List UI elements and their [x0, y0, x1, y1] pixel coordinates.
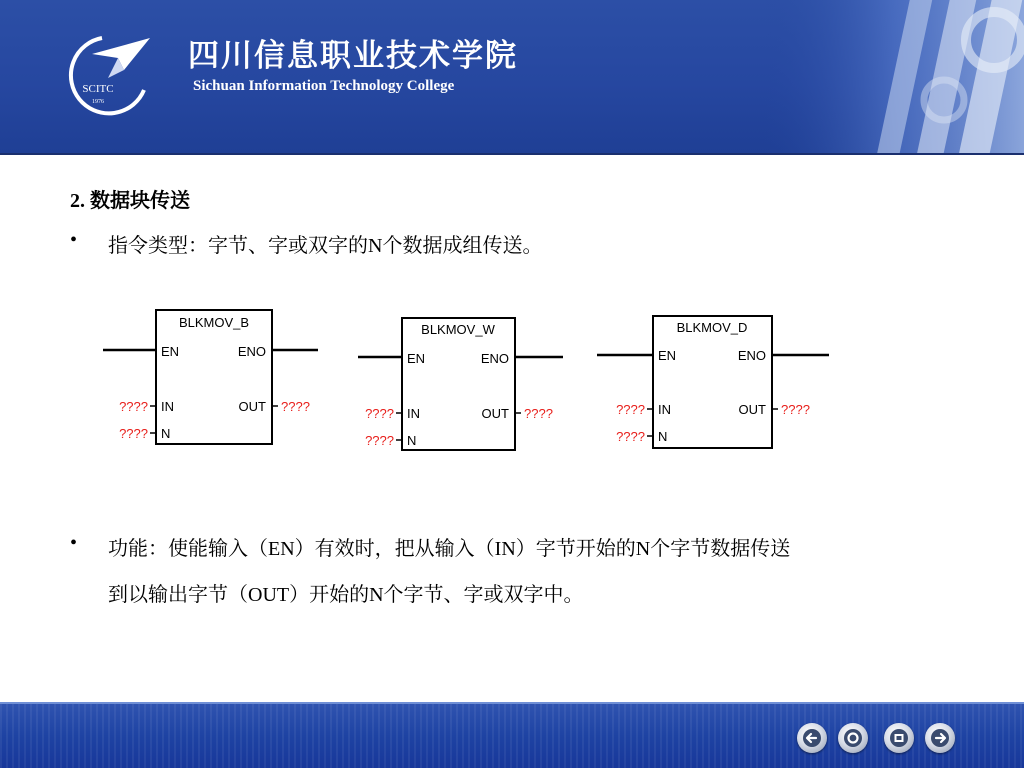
block-box — [402, 318, 515, 450]
out-operand: ???? — [524, 406, 553, 421]
arrow-left-icon — [797, 723, 827, 753]
out-label: OUT — [481, 406, 509, 421]
eno-label: ENO — [237, 344, 266, 359]
ladder-block-blkmov-d — [597, 316, 829, 448]
next-slide-button[interactable] — [925, 723, 955, 753]
college-name-en: Sichuan Information Technology College — [193, 78, 455, 94]
in-label: IN — [407, 406, 420, 421]
eno-label: ENO — [480, 351, 509, 366]
college-name-cn: 四川信息职业技术学院 — [188, 38, 518, 74]
en-label: EN — [161, 344, 180, 359]
in-operand: ???? — [365, 406, 394, 421]
bullet-text: 指令类型：字节、字或双字的N个数据成组传送。 — [108, 235, 543, 257]
out-label: OUT — [738, 402, 766, 417]
bullet-text: 功能：使能输入（EN）有效时，把从输入（IN）字节开始的N个字节数据传送 — [108, 538, 791, 560]
home-icon — [838, 723, 868, 753]
previous-slide-button[interactable] — [797, 723, 827, 753]
arrow-right-icon — [925, 723, 955, 753]
bullet-dot: • — [70, 229, 78, 251]
n-operand: ???? — [119, 426, 148, 441]
header-banner — [0, 0, 1024, 153]
ladder-blocks-diagram — [0, 290, 1024, 470]
out-operand: ???? — [281, 399, 310, 414]
n-label: N — [658, 429, 668, 444]
en-label: EN — [658, 348, 677, 363]
in-label: IN — [161, 399, 174, 414]
logo-text: SCITC — [82, 83, 114, 95]
eno-label: ENO — [737, 348, 766, 363]
out-operand: ???? — [781, 402, 810, 417]
n-operand: ???? — [616, 429, 645, 444]
stop-button[interactable] — [884, 723, 914, 753]
section-title: 2. 数据块传送 — [70, 190, 190, 212]
block-box — [156, 310, 272, 444]
out-label: OUT — [238, 399, 266, 414]
block-name: BLKMOV_B — [178, 315, 250, 330]
en-label: EN — [407, 351, 426, 366]
block-name: BLKMOV_D — [676, 320, 748, 335]
ladder-block-blkmov-w — [358, 318, 563, 450]
block-box — [653, 316, 772, 448]
header-divider — [0, 153, 1024, 155]
n-label: N — [161, 426, 171, 441]
calendar-decoration — [764, 0, 1024, 153]
bullet-dot: • — [70, 532, 78, 554]
in-operand: ???? — [616, 402, 645, 417]
home-button[interactable] — [838, 723, 868, 753]
ladder-block-blkmov-b — [103, 310, 318, 444]
in-label: IN — [658, 402, 671, 417]
n-operand: ???? — [365, 433, 394, 448]
logo-year: 1976 — [92, 99, 104, 105]
block-name: BLKMOV_W — [421, 322, 495, 337]
footer-bar — [0, 704, 1024, 768]
n-label: N — [407, 433, 417, 448]
bullet-text-continuation: 到以输出字节（OUT）开始的N个字节、字或双字中。 — [108, 584, 584, 606]
in-operand: ???? — [119, 399, 148, 414]
college-logo — [62, 32, 152, 116]
stop-icon — [884, 723, 914, 753]
